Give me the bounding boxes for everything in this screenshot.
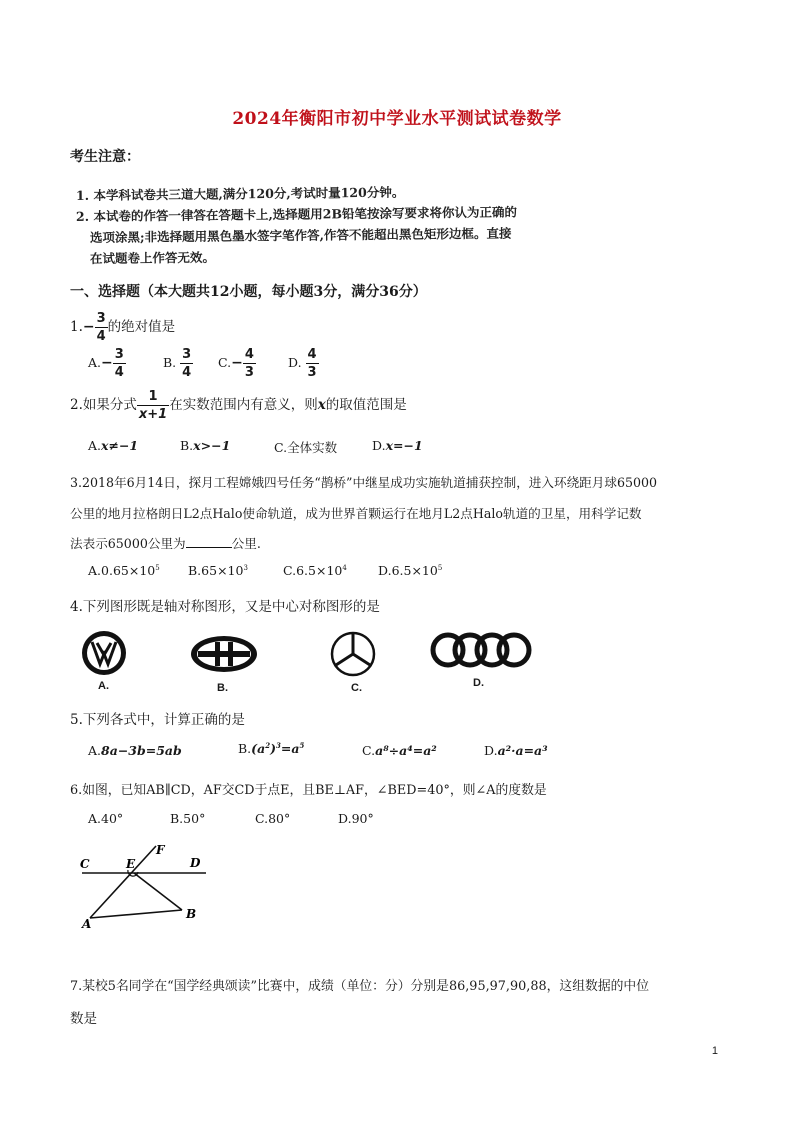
notice-line-3: 选项涂黑;非选择题用黑色墨水签字笔作答,作答不能超出黑色矩形边框。直接 xyxy=(89,225,512,245)
question-3-line-2: 公里的地月拉格朗日L2点Halo使命轨道，成为世界首颗运行在地月L2点Halo轨道的卫星，用科学记数 xyxy=(70,506,642,521)
audi-logo-icon xyxy=(433,635,529,665)
answer-blank[interactable] xyxy=(186,535,232,548)
q2-option-a: A.x≠−1 xyxy=(88,438,139,453)
vw-logo-icon xyxy=(82,631,126,675)
q6-option-c: C.80° xyxy=(255,811,291,826)
q2-option-b: B.x>−1 xyxy=(180,438,231,453)
notice-line-2: 2. 本试卷的作答一律答在答题卡上,选择题用2B铅笔按涂写要求将你认为正确的 xyxy=(75,204,518,224)
question-3-line-3: 法表示65000公里为 公里. xyxy=(70,536,261,551)
label-e: E xyxy=(126,857,136,871)
q3-option-d: $D.6.5\times 10^5$ xyxy=(378,563,443,578)
label-d: D xyxy=(190,856,201,870)
label-a: A xyxy=(82,917,92,930)
line-ab xyxy=(90,910,182,918)
q3-option-b: $B.65\times 10^3$ xyxy=(188,563,248,578)
question-4: 4.下列图形既是轴对称图形，又是中心对称图形的是 xyxy=(70,599,380,615)
page-title: 2024年衡阳市初中学业水平测试试卷数学 xyxy=(232,109,562,129)
q6-option-d: D.90° xyxy=(338,811,374,826)
question-5: 5.下列各式中，计算正确的是 xyxy=(70,712,245,728)
notice-heading: 考生注意： xyxy=(70,149,140,165)
line-be xyxy=(134,873,182,910)
logo-label-b: B. xyxy=(217,682,228,694)
question-1-text: 的绝对值是 xyxy=(107,319,176,335)
q4-logos xyxy=(70,620,570,696)
q6-option-b: B.50° xyxy=(170,811,206,826)
q3-option-a: $A.0.65\times 10^5$ xyxy=(88,563,160,578)
logo-label-a: A. xyxy=(98,680,109,692)
q1-option-d: D. $\frac{4}{3}$ xyxy=(288,347,317,380)
q6-option-a: A.40° xyxy=(88,811,124,826)
logo-label-d: D. xyxy=(473,677,484,689)
question-2: 2.如果分式 $\frac{1}{x+1}$ 在实数范围内有意义，则x的取值范围是 xyxy=(70,389,407,422)
notice-line-4: 在试题卷上作答无效。 xyxy=(89,249,216,266)
q1-option-c: C.− $\frac{4}{3}$ xyxy=(218,347,254,380)
q5-option-b: $B.(a^2)^3=a^5$ xyxy=(238,741,305,757)
label-f: F xyxy=(156,843,165,857)
q5-option-a: A.8a−3b=5ab xyxy=(88,743,182,758)
q6-figure xyxy=(76,840,236,930)
q5-option-c: C.a⁸÷a⁴=a² xyxy=(362,743,437,758)
q1-option-a: A.− $\frac{3}{4}$ xyxy=(88,347,124,380)
logo-label-c: C. xyxy=(351,682,362,694)
page-number: 1 xyxy=(711,1045,718,1057)
notice-line-1: 1. 本学科试卷共三道大题,满分120分,考试时量120分钟。 xyxy=(75,184,405,203)
question-3-line-1: 3.2018年6月14日，探月工程嫦娥四号任务“鹊桥”中继星成功实施轨道捕获控制，进入环绕距月球65000 xyxy=(70,475,658,490)
q1-option-b: B. $\frac{3}{4}$ xyxy=(163,347,192,380)
question-1-fraction: $\frac{3}{4}$ xyxy=(96,311,106,344)
label-b: B xyxy=(186,907,197,921)
q5-option-d: D.a²·a=a³ xyxy=(484,743,548,758)
question-6: 6.如图，已知AB∥CD，AF交CD于点E，且BE⊥AF，∠BED=40°，则∠A的度数是 xyxy=(70,783,547,798)
question-7-line-2: 数是 xyxy=(70,1011,97,1027)
question-1-number: 1. xyxy=(70,319,83,335)
mercedes-logo-icon xyxy=(332,633,374,675)
section-heading: 一、选择题（本大题共12小题，每小题3分，满分36分） xyxy=(70,284,427,300)
q3-option-c: $C.6.5\times 10^4$ xyxy=(283,563,347,578)
question-1: 1.− $\frac{3}{4}$ 的绝对值是 xyxy=(70,311,176,344)
q2-option-c: C.全体实数 xyxy=(274,440,338,455)
faw-logo-icon xyxy=(191,636,257,672)
label-c: C xyxy=(80,857,90,871)
question-7-line-1: 7.某校5名同学在“国学经典颂读”比赛中，成绩（单位：分）分别是86,95,97,90,88，这组数据的中位 xyxy=(70,979,650,994)
q2-option-d: D.x=−1 xyxy=(372,438,423,453)
